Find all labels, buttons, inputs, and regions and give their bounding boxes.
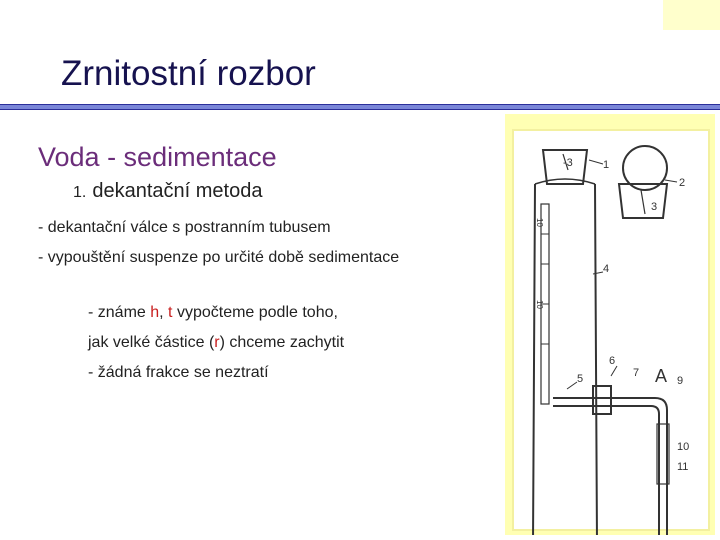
note-line-1 <box>88 303 338 323</box>
scale-label-top: 10 <box>535 218 544 227</box>
label-1: 1 <box>603 159 610 171</box>
label-11: 11 <box>677 461 689 473</box>
variable-r: r <box>214 334 220 351</box>
bulb-mark-label: -3 <box>563 157 573 169</box>
label-9: 9 <box>677 375 684 387</box>
note-text: , <box>159 304 169 321</box>
label-5: 5 <box>577 373 584 385</box>
note-line-2 <box>88 333 344 353</box>
bullet-line-1: - dekantační válce s postranním tubusem <box>38 219 331 236</box>
title-underline <box>0 104 720 110</box>
variable-t: t <box>168 304 173 321</box>
label-7: 7 <box>633 367 640 379</box>
variable-h: h <box>150 304 160 321</box>
method-number: 1. <box>73 184 87 201</box>
note-text: jak velké částice ( <box>88 334 215 351</box>
sedimentation-cylinder-diagram <box>505 114 715 535</box>
slide-title: Zrnitostní rozbor <box>61 54 316 93</box>
note-text: - známe <box>88 304 151 321</box>
label-10: 10 <box>677 441 690 453</box>
label-A: A <box>655 366 668 386</box>
bullet-line-2: - vypouštění suspenze po určité době sedimentace <box>38 249 400 266</box>
scale-label-mid: 10 <box>535 300 544 309</box>
label-3: 3 <box>651 201 658 213</box>
method-title: dekantační metoda <box>92 180 263 202</box>
section-heading: Voda - sedimentace <box>38 142 277 172</box>
corner-decoration <box>663 0 720 30</box>
note-text: vypočteme podle toho, <box>172 304 338 321</box>
method-heading <box>73 180 262 203</box>
label-2: 2 <box>679 177 686 189</box>
note-line-3: - žádná frakce se neztratí <box>88 364 269 381</box>
note-text: ) chceme zachytit <box>219 334 345 351</box>
label-4: 4 <box>603 263 610 275</box>
label-6: 6 <box>609 355 616 367</box>
